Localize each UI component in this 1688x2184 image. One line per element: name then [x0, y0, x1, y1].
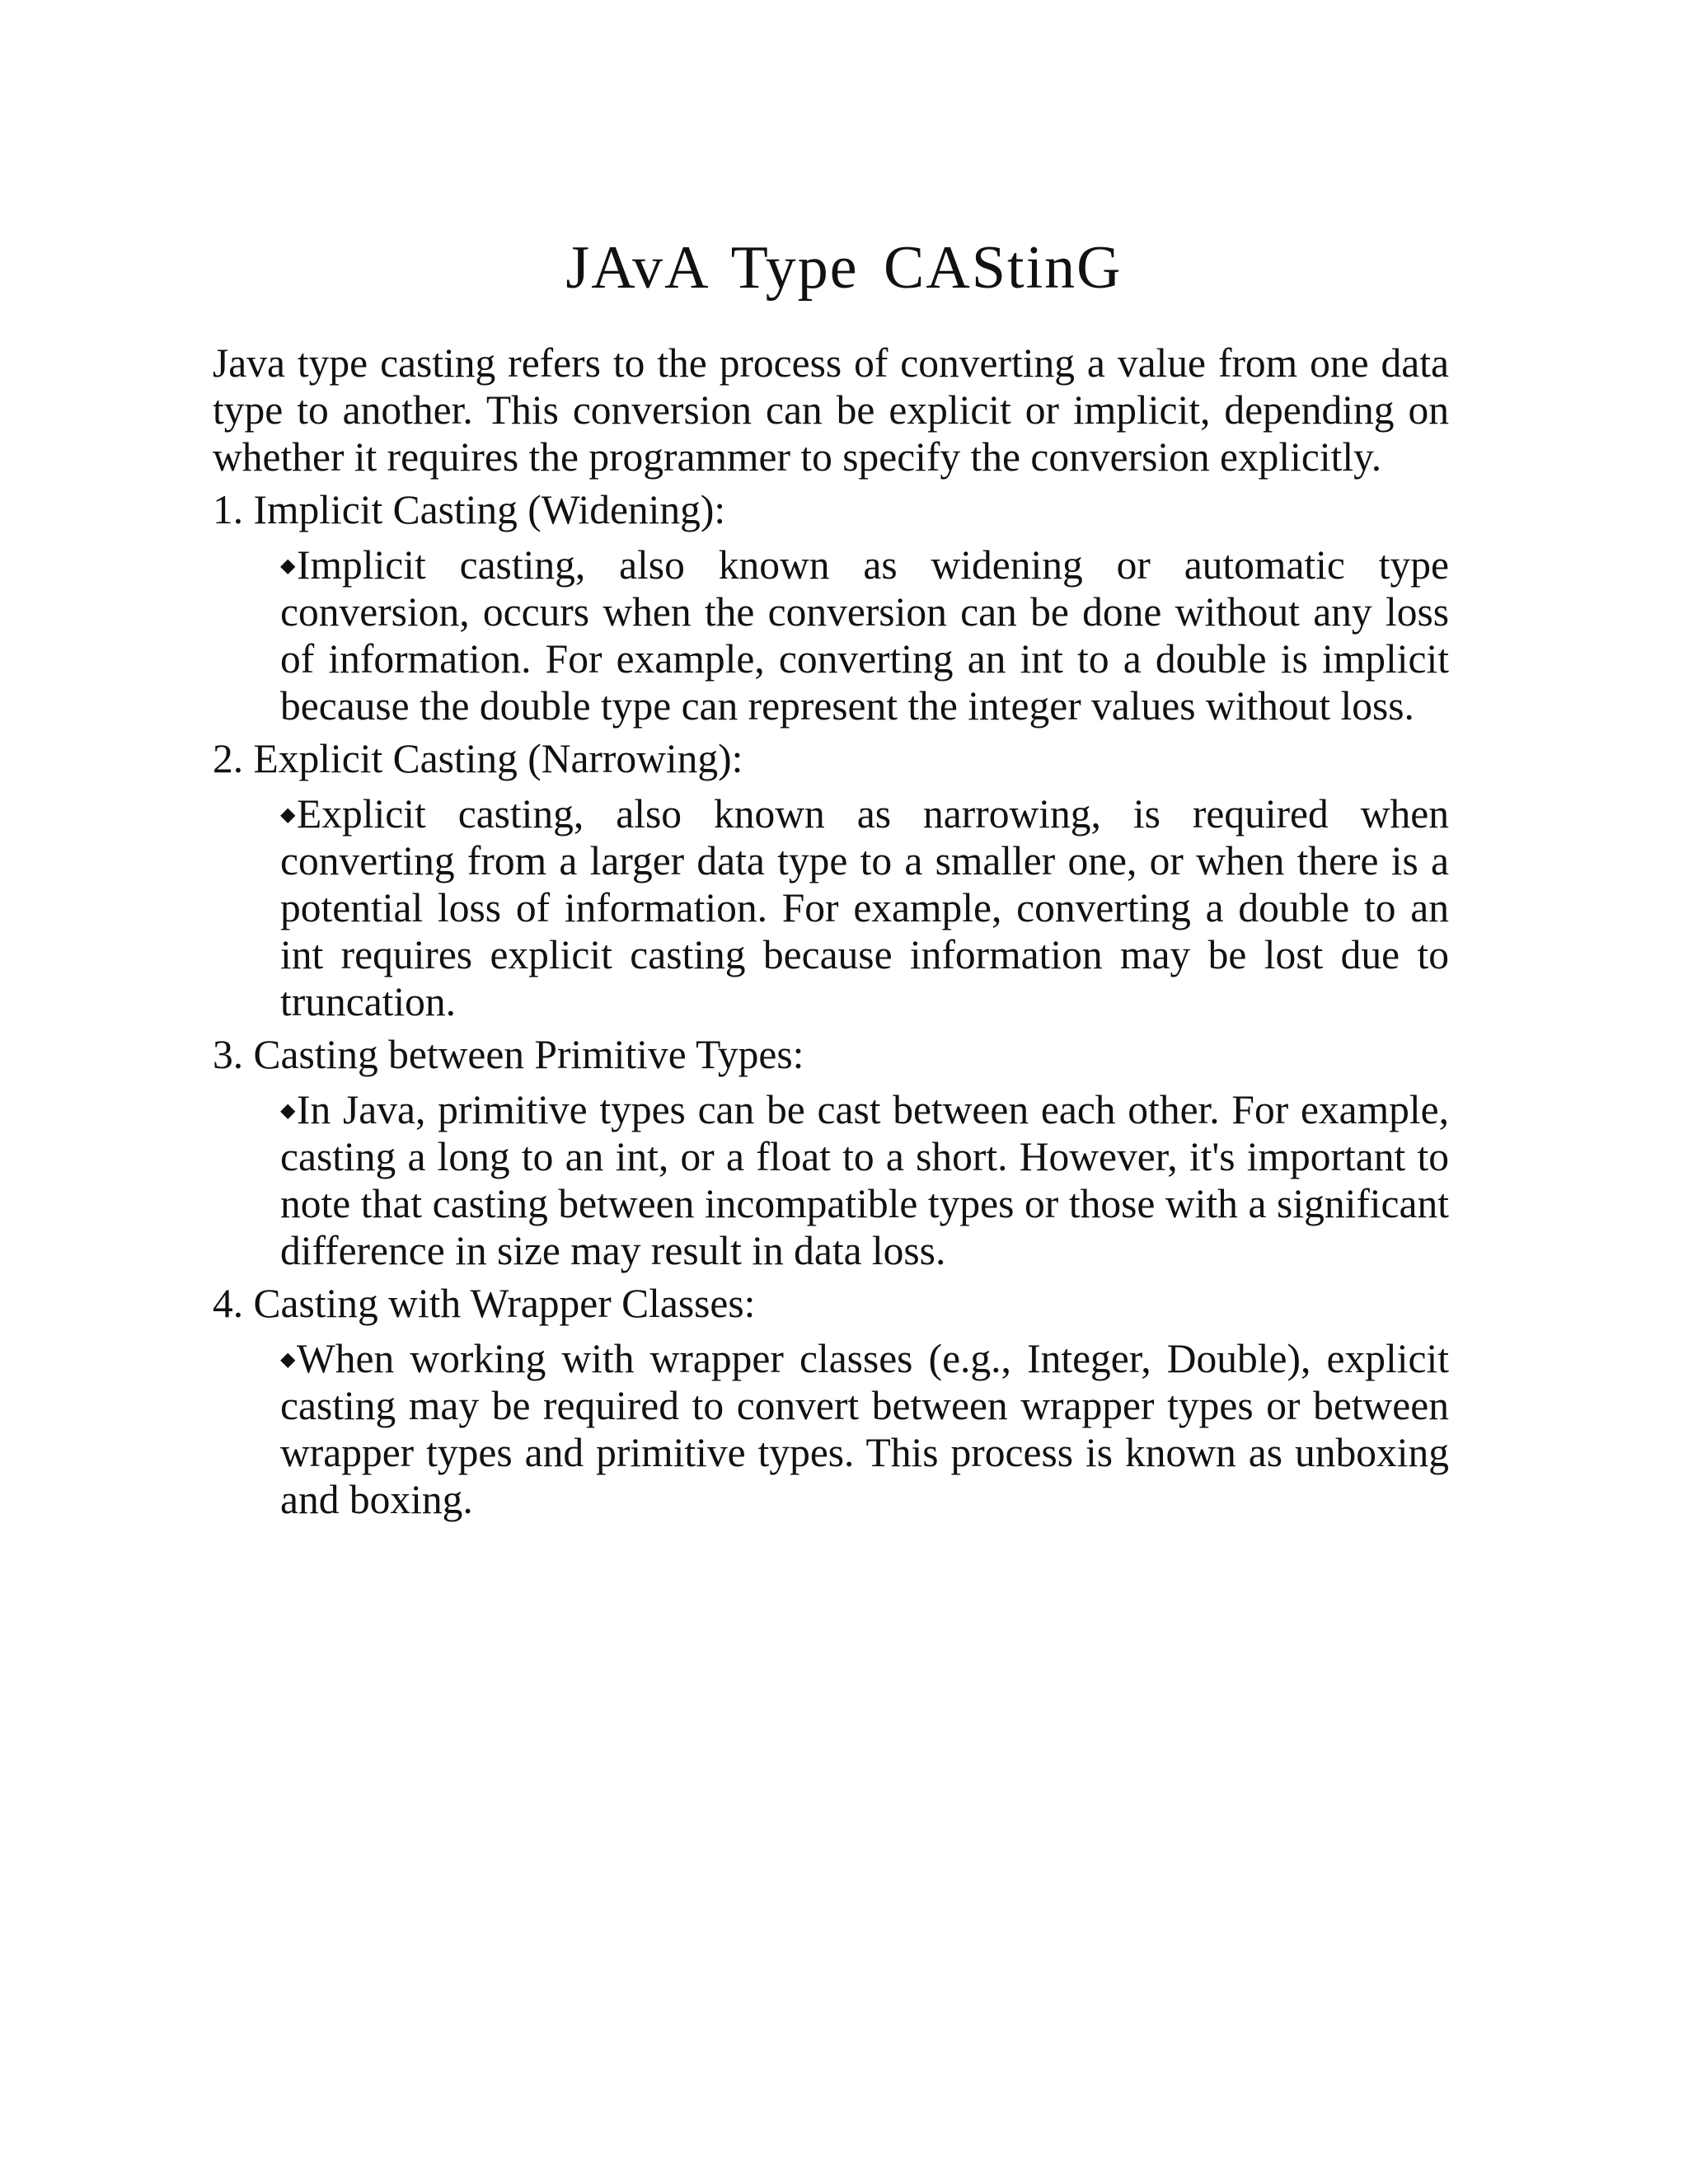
diamond-bullet-icon: ◆ — [280, 555, 296, 577]
section-heading — [213, 1280, 1449, 1327]
intro-paragraph: Java type casting refers to the process of converting a value from one data type to another. This conversion can be explicit or implicit, depending on whether it requires the programmer to specify the conversion explicitly. — [213, 340, 1449, 480]
section-number: 2. — [213, 736, 244, 781]
section-implicit-casting — [213, 486, 1449, 729]
section-number: 4. — [213, 1281, 244, 1326]
section-body-text: Implicit casting, also known as widening or automatic type conversion, occurs when the conversion can be done without any loss of information. For example, converting an int to a double is implicit because the double type can represent the integer values without loss. — [280, 542, 1449, 729]
section-body — [280, 1335, 1449, 1523]
section-primitive-types — [213, 1031, 1449, 1274]
section-number: 3. — [213, 1032, 244, 1077]
section-body — [280, 541, 1449, 729]
section-body — [280, 790, 1449, 1025]
section-body — [280, 1086, 1449, 1274]
section-number: 1. — [213, 487, 244, 532]
diamond-bullet-icon: ◆ — [280, 804, 296, 826]
diamond-bullet-icon: ◆ — [280, 1099, 296, 1122]
diamond-bullet-icon: ◆ — [280, 1348, 296, 1371]
document-content — [213, 340, 1449, 1529]
section-body-text: In Java, primitive types can be cast between each other. For example, casting a long to an int, or a float to a short. However, it's important to note that casting between incompatible types or those with a significant difference in size may result in data loss. — [280, 1087, 1449, 1273]
section-body-text: Explicit casting, also known as narrowing, is required when converting from a larger data type to a smaller one, or when there is a potential loss of information. For example, converting a double to an int requires explicit casting because information may be lost due to truncation. — [280, 791, 1449, 1024]
section-heading — [213, 1031, 1449, 1078]
section-wrapper-classes — [213, 1280, 1449, 1523]
section-heading-text: Casting between Primitive Types: — [253, 1032, 804, 1077]
section-heading-text: Casting with Wrapper Classes: — [253, 1281, 756, 1326]
section-heading — [213, 486, 1449, 533]
section-explicit-casting — [213, 735, 1449, 1025]
document-title: JAvA Type CAStinG — [565, 234, 1123, 302]
section-heading-text: Explicit Casting (Narrowing): — [253, 736, 743, 781]
section-heading-text: Implicit Casting (Widening): — [253, 487, 726, 532]
section-body-text: When working with wrapper classes (e.g., Integer, Double), explicit casting may be required to convert between wrapper types or between wrapper types and primitive types. This process is known as unboxing and boxing. — [280, 1336, 1449, 1522]
section-heading — [213, 735, 1449, 782]
